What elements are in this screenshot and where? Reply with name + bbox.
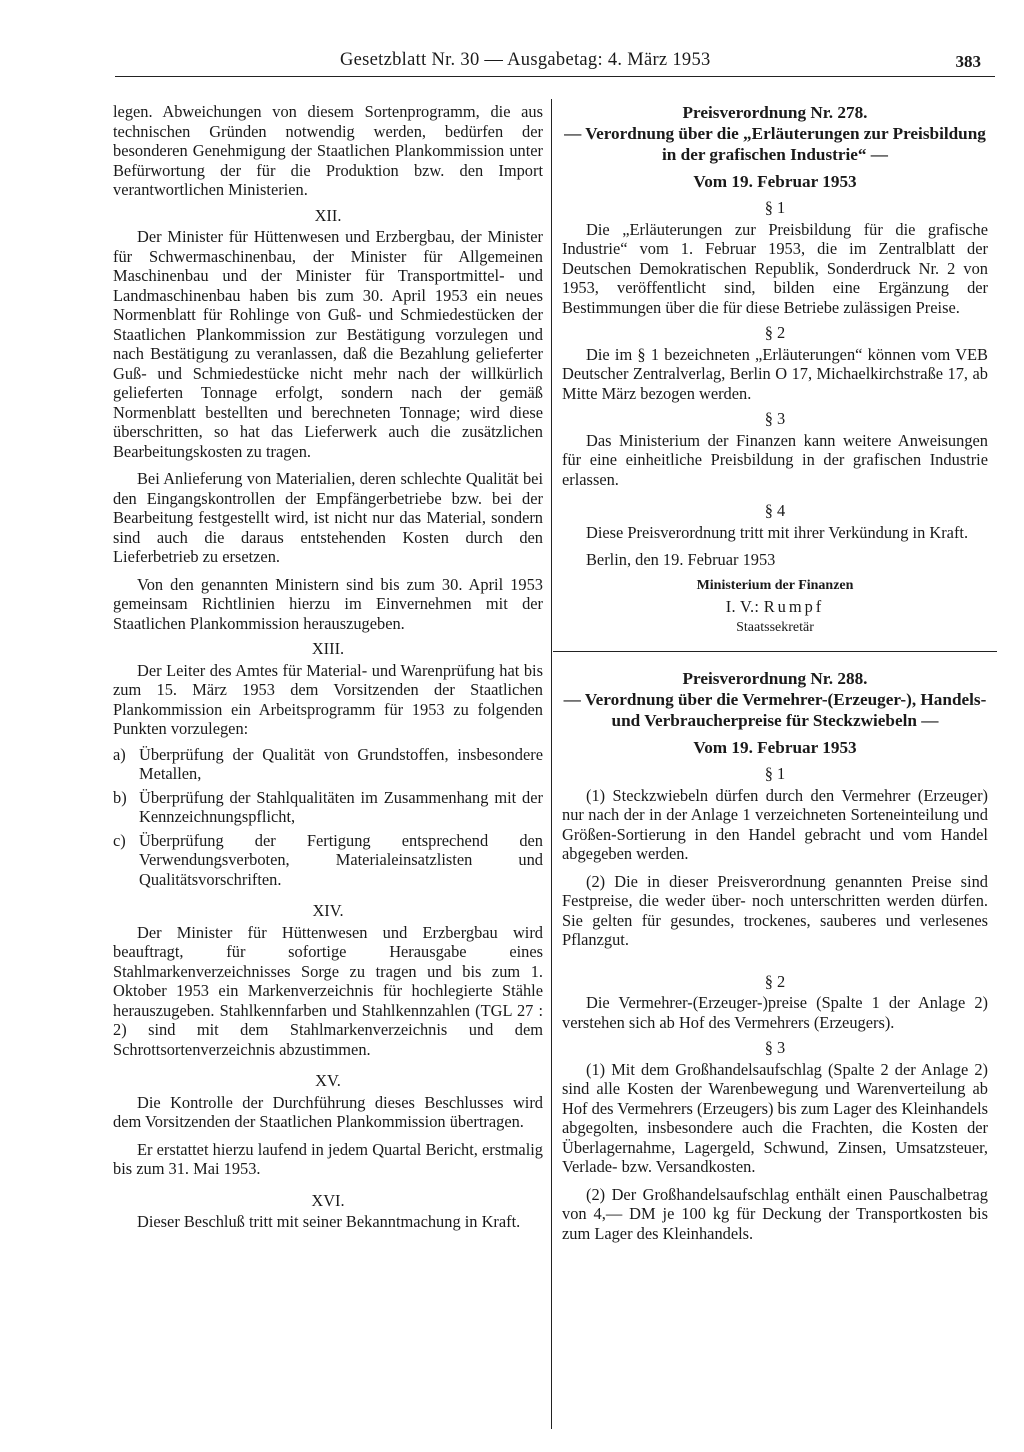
ordinance-date: Vom 19. Februar 1953 xyxy=(693,738,857,757)
paragraph: Bei Anlieferung von Materialien, deren schlechte Qualität bei den Eingangskontrollen der Empfängerbetriebe bzw. bei der Bearbeitung festgestellt wird, ist nicht nur das Material, sondern sind auch die daraus entstehenden Kosten durch den Lieferbetrieb zu ersetzen. xyxy=(113,469,543,566)
paragraph: Der Minister für Hüttenwesen und Erzbergbau wird beauftragt, für sofortige Herausgabe eines Stahlmarkenverzeichnisses Sorge zu tragen und bis zum 1. Oktober 1953 ein Markenverzeichnis für hochlegierte Stähle herauszugeben. Stahlkennfarben und Stahlkennzahlen (TGL 27 : 2) sind mit dem Stahlmarkenverzeichnis und dem Schrottsortenverzeichnis abzustimmen. xyxy=(113,922,543,1059)
ordinance-date: Vom 19. Februar 1953 xyxy=(693,172,857,191)
paragraph: Die Kontrolle der Durchführung dieses Beschlusses wird dem Vorsitzenden der Staatlichen Plankommission übertragen. xyxy=(113,1092,543,1131)
page-header xyxy=(115,44,995,84)
paragraph: Das Ministerium der Finanzen kann weitere Anweisungen für eine einheitliche Preisbildung in der grafischen Industrie erlassen. xyxy=(562,430,988,489)
section-heading-xii: XII. xyxy=(314,205,342,225)
list-item-label: a) xyxy=(113,744,126,764)
paragraph-sign-2: § 2 xyxy=(764,971,786,991)
ordinance-title: Preisverordnung Nr. 278. xyxy=(682,103,868,122)
paragraph: Er erstattet hierzu laufend in jedem Quartal Bericht, erstmalig bis zum 31. Mai 1953. xyxy=(113,1139,543,1178)
list-item xyxy=(113,831,543,890)
list-item-label: c) xyxy=(113,830,126,850)
list-item-text: Überprüfung der Fertigung entsprechend den Verwendungsverboten, Materialeinsatzlisten und Qualitätsvorschriften. xyxy=(139,830,543,889)
column-divider xyxy=(551,99,552,1429)
paragraph-sign-2: § 2 xyxy=(764,323,786,342)
paragraph: Der Leiter des Amtes für Material- und Warenprüfung hat bis zum 15. März 1953 dem Vorsitzenden der Staatlichen Plankommission ein Arbeitsprogramm für 1953 zu folgenden Punkten vorzulegen: xyxy=(113,660,543,738)
paragraph: Diese Preisverordnung tritt mit ihrer Verkündung in Kraft. xyxy=(586,522,969,542)
list-item-label: b) xyxy=(113,787,127,807)
header-rule xyxy=(115,76,995,77)
signing-ministry: Ministerium der Finanzen xyxy=(696,577,854,593)
list-item-text: Überprüfung der Stahlqualitäten im Zusammenhang mit der Kennzeichnungspflicht, xyxy=(139,787,543,826)
ordinance-subtitle: — Verordnung über die Vermehrer-(Erzeuger-), Handels- und Verbraucherpreise für Steckzwiebeln — xyxy=(563,690,987,730)
paragraph: (2) Der Großhandelsaufschlag enthält einen Pauschalbetrag von 4,— DM je 100 kg für Deckung der Transportkosten bis zum Lager des Kleinhandels. xyxy=(562,1184,988,1243)
paragraph: (2) Die in dieser Preisverordnung genannten Preise sind Festpreise, die weder über- noch unterschritten werden dürfen. Sie gelten für gesundes, trockenes, sauberes und verlesenes Pflanzgut. xyxy=(562,871,988,949)
signer-role: Staatssekretär xyxy=(736,619,814,635)
right-column xyxy=(562,102,988,1243)
section-heading-xiv: XIV. xyxy=(312,901,344,920)
paragraph: Die Vermehrer-(Erzeuger-)preise (Spalte 1 der Anlage 2) verstehen sich ab Hof des Vermehrers (Erzeugers). xyxy=(562,993,988,1032)
signer-prefix: I. V.: xyxy=(725,597,760,616)
paragraph-sign-3: § 3 xyxy=(764,409,786,428)
left-column xyxy=(113,102,543,1232)
section-divider xyxy=(553,651,997,652)
header-title: Gesetzblatt Nr. 30 — Ausgabetag: 4. März 1953 xyxy=(340,50,711,70)
section-heading-xiii: XIII. xyxy=(311,639,345,658)
signer xyxy=(562,597,988,617)
paragraph: Die „Erläuterungen zur Preisbildung für die grafische Industrie“ vom 1. Februar 1953, die im Zentralblatt der Deutschen Demokratischen Republik, Sonderdruck Nr. 2 von 1953, veröffentlicht sind, bilden eine Ergänzung der Bestimmungen über die für diese Betriebe zulässigen Preise. xyxy=(562,219,988,317)
paragraph-sign-1: § 1 xyxy=(764,198,786,217)
ordinance-subtitle: — Verordnung über die „Erläuterungen zur Preisbildung in der grafischen Industrie“ — xyxy=(564,124,986,164)
signer-name: Rumpf xyxy=(763,597,825,616)
paragraph: Von den genannten Ministern sind bis zum 30. April 1953 gemeinsam Richtlinien hierzu im Einvernehmen mit der Staatlichen Plankommission herauszugeben. xyxy=(113,574,543,633)
list-item xyxy=(113,788,543,827)
list-item-text: Überprüfung der Qualität von Grundstoffen, insbesondere Metallen, xyxy=(139,744,543,783)
list-item xyxy=(113,745,543,784)
ordinance-title: Preisverordnung Nr. 288. xyxy=(682,669,868,688)
paragraph-sign-4: § 4 xyxy=(764,501,786,520)
paragraph-sign-1: § 1 xyxy=(764,764,786,783)
paragraph: Der Minister für Hüttenwesen und Erzbergbau, der Minister für Schwermaschinenbau, der Minister für Allgemeinen Maschinenbau und der Minister für Transportmittel- und Landmaschinenbau haben bis zum 30. April 1953 ein neues Normenblatt für Rohlinge von Guß- und Schmiedestücken der Staatlichen Plankommission zur Bestätigung vorzulegen und nach Bestätigung zu veranlassen, daß die Bezahlung gelieferter Guß- und Schmiedestücke nicht mehr nach der willkürlich gelieferten Tonnage erfolgt, sondern nach der gemäß Normenblatt bestellten und berechneten Tonnage; wird diese überschritten, so hat das Lieferwerk auch die zusätzlichen Bearbeitungskosten zu tragen. xyxy=(113,227,543,461)
place-date: Berlin, den 19. Februar 1953 xyxy=(586,550,776,569)
section-heading-xvi: XVI. xyxy=(311,1190,345,1210)
section-heading-xv: XV. xyxy=(315,1071,341,1090)
paragraph-sign-3: § 3 xyxy=(764,1038,786,1057)
paragraph: legen. Abweichungen von diesem Sortenprogramm, die aus technischen Gründen notwendig werden, bedürfen der besonderen Genehmigung der Staatlichen Plankommission unter Befürwortung der für die Produktion bzw. den Import verantwortlichen Ministerien. xyxy=(113,102,543,199)
paragraph: (1) Steckzwiebeln dürfen durch den Vermehrer (Erzeuger) nur nach der in der Anlage 1 verzeichneten Sorteneinteilung und Größen-Sortierung in den Handel gebracht und vom Handel abgegeben werden. xyxy=(562,785,988,863)
paragraph: Dieser Beschluß tritt mit seiner Bekanntmachung in Kraft. xyxy=(137,1212,521,1231)
page-number: 383 xyxy=(955,52,981,71)
paragraph: (1) Mit dem Großhandelsaufschlag (Spalte 2 der Anlage 2) sind alle Kosten der Warenbewegung und Warenverteilung ab Hof des Vermehrers (Erzeugers) bis zum Lager des Kleinhandels abgegolten, insbesondere auch die Frachten, die Kosten der Überlagernahme, Lagergeld, Schwund, Zinsen, Umsatzsteuer, Verlade- bzw. Versandkosten. xyxy=(562,1059,988,1176)
paragraph: Die im § 1 bezeichneten „Erläuterungen“ können vom VEB Deutscher Zentralverlag, Berlin O 17, Michaelkirchstraße 17, ab Mitte März bezogen werden. xyxy=(562,344,988,403)
